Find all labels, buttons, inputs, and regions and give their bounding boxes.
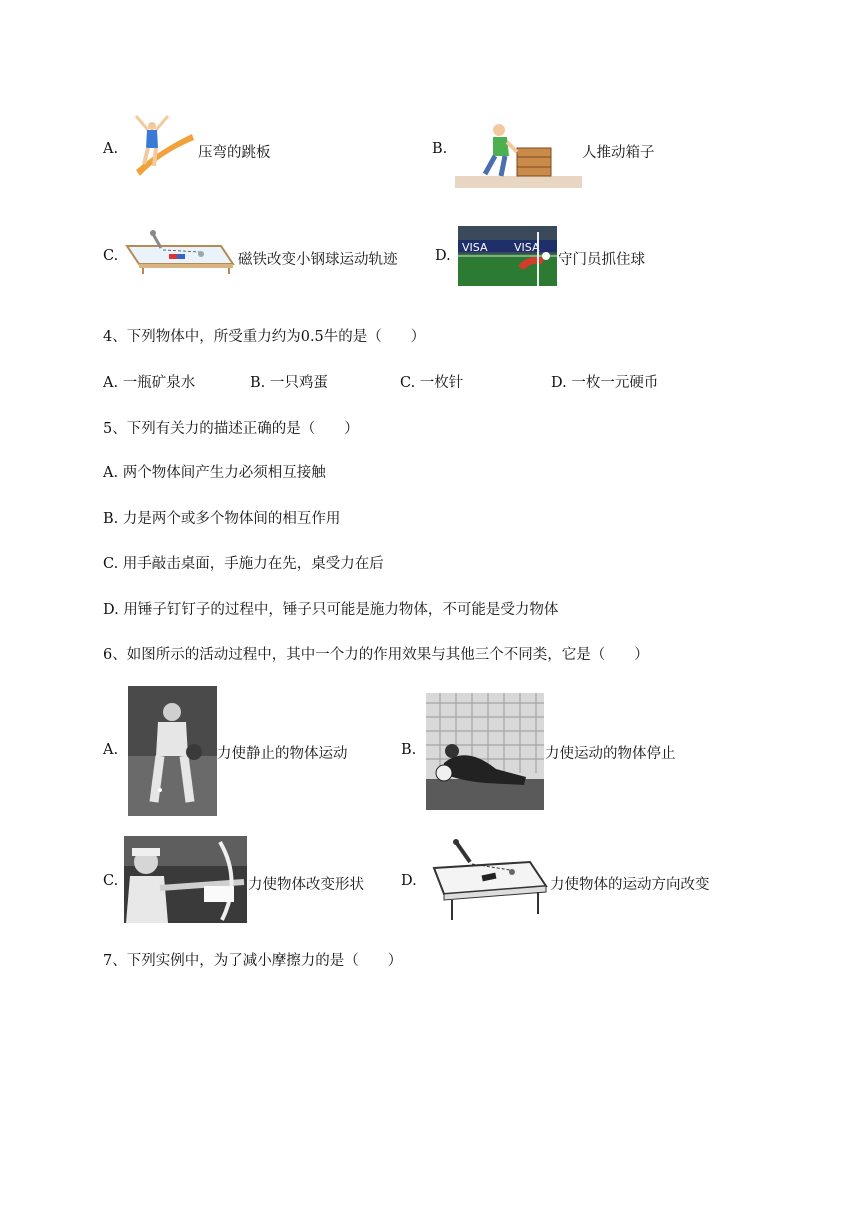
q4-stem: 4、下列物体中，所受重力约为0.5牛的是（ ）	[103, 329, 426, 345]
q3-option-d-text: 守门员抓住球	[558, 252, 645, 268]
archer-image	[124, 836, 247, 923]
q5-option-b: B. 力是两个或多个物体间的相互作用	[103, 511, 341, 527]
svg-text:VISA: VISA	[514, 241, 540, 254]
magnet-ball-track-image	[121, 224, 236, 274]
q6-option-d-text: 力使物体的运动方向改变	[550, 877, 710, 893]
q6-option-b-letter: B.	[401, 742, 417, 758]
svg-text:VISA: VISA	[462, 241, 488, 254]
q3-option-c-letter: C.	[103, 248, 119, 264]
push-box-image	[455, 120, 582, 188]
q5-option-d: D. 用锤子钉钉子的过程中，锤子只可能是施力物体，不可能是受力物体	[103, 602, 559, 618]
springboard-image	[130, 114, 196, 178]
goalkeeper-catch-image	[458, 226, 557, 286]
baseball-player-image	[128, 686, 217, 816]
q3-option-b-letter: B.	[432, 141, 448, 157]
q4-option-a: A. 一瓶矿泉水	[103, 375, 196, 391]
q6-option-c-text: 力使物体改变形状	[248, 877, 364, 893]
magnet-direction-image	[426, 838, 549, 922]
q4-option-b: B. 一只鸡蛋	[250, 375, 328, 391]
q6-option-a-text: 力使静止的物体运动	[217, 746, 348, 762]
goalkeeper-save-image	[426, 693, 544, 810]
q6-stem: 6、如图所示的活动过程中，其中一个力的作用效果与其他三个不同类，它是（ ）	[103, 647, 649, 663]
q5-option-c: C. 用手敲击桌面，手施力在先，桌受力在后	[103, 556, 384, 572]
q4-option-d: D. 一枚一元硬币	[551, 375, 659, 391]
q4-option-c: C. 一枚针	[400, 375, 464, 391]
q6-option-a-letter: A.	[103, 742, 119, 758]
q3-option-a-text: 压弯的跳板	[198, 145, 271, 161]
q3-option-d-letter: D.	[435, 248, 451, 264]
q3-option-c-text: 磁铁改变小钢球运动轨迹	[238, 252, 398, 268]
q6-option-b-text: 力使运动的物体停止	[545, 746, 676, 762]
q5-option-a: A. 两个物体间产生力必须相互接触	[103, 465, 326, 481]
q5-stem: 5、下列有关力的描述正确的是（ ）	[103, 421, 359, 437]
q6-option-d-letter: D.	[401, 873, 417, 889]
q6-option-c-letter: C.	[103, 873, 119, 889]
q3-option-a-letter: A.	[103, 141, 119, 157]
q7-stem: 7、下列实例中，为了减小摩擦力的是（ ）	[103, 953, 403, 969]
q3-option-b-text: 人推动箱子	[582, 145, 655, 161]
